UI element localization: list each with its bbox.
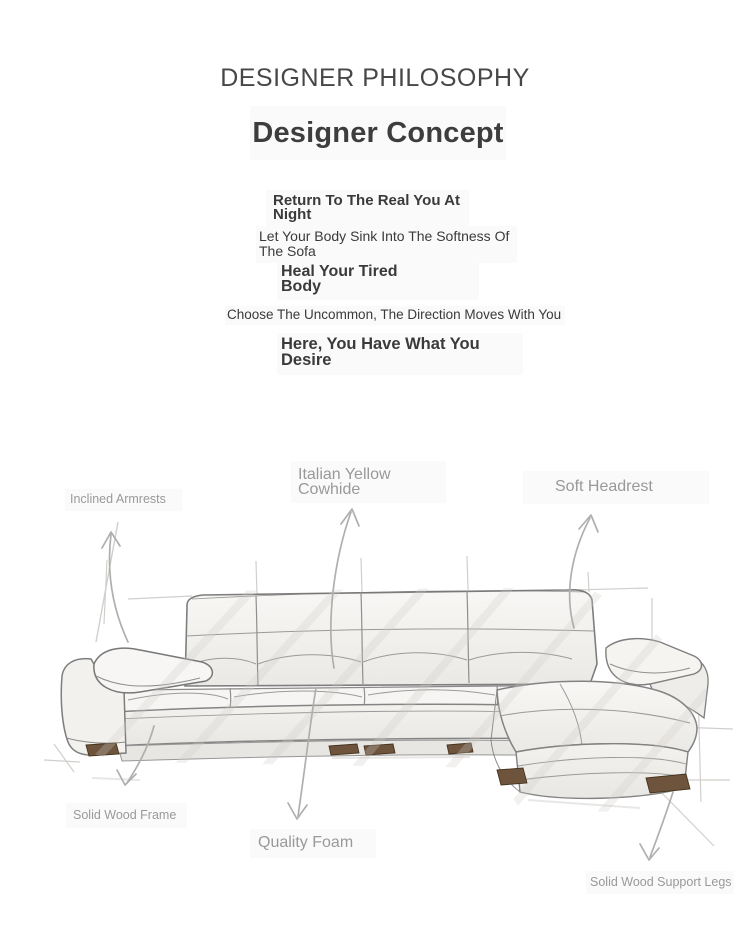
slogan-heal-tired-body: Heal Your Tired Body — [277, 261, 479, 300]
feature-label-inclined-armrests: Inclined Armrests — [65, 489, 182, 511]
section-eyebrow: DESIGNER PHILOSOPHY — [220, 64, 530, 92]
slogan-sink-into-softness: Let Your Body Sink Into The Softness Of The Sofa — [256, 226, 517, 263]
section-title: Designer Concept — [252, 116, 504, 149]
feature-label-solid-wood-frame: Solid Wood Frame — [66, 803, 187, 828]
arrow-solid-wood-support-legs — [640, 792, 673, 860]
feature-label-solid-wood-support-legs: Solid Wood Support Legs — [586, 871, 734, 894]
slogan-have-what-you-desire: Here, You Have What You Desire — [277, 333, 523, 375]
slogan-return-to-real-you: Return To The Real You At Night — [266, 190, 469, 228]
feature-label-soft-headrest: Soft Headrest — [523, 471, 709, 504]
feature-label-italian-yellow-cowhide: Italian Yellow Cowhide — [291, 461, 446, 503]
feature-label-quality-foam: Quality Foam — [250, 829, 376, 858]
slogan-choose-uncommon: Choose The Uncommon, The Direction Moves With You — [225, 306, 565, 325]
